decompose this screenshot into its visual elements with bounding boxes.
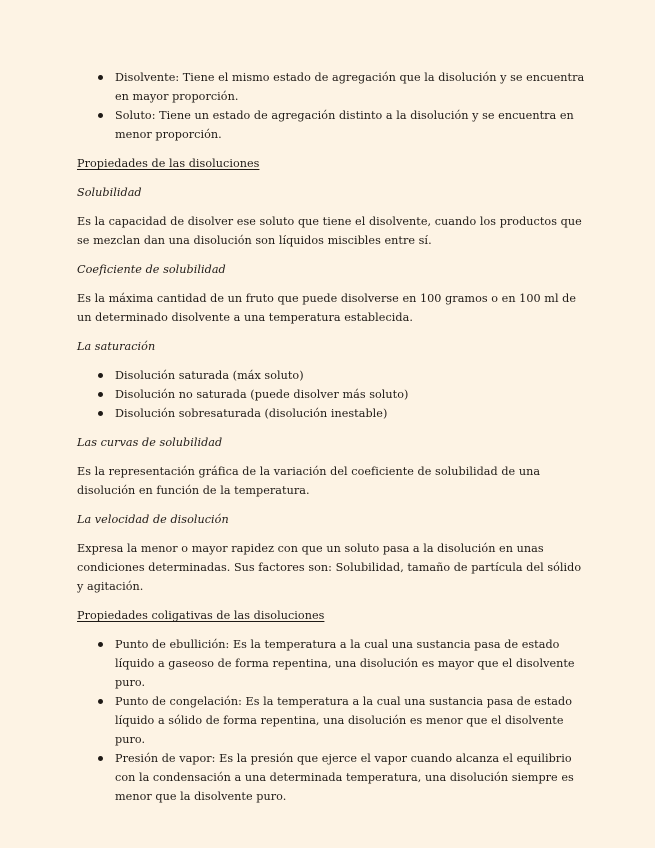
heading-solubilidad: Solubilidad bbox=[77, 186, 142, 199]
bullet-icon bbox=[98, 392, 103, 397]
list-item bbox=[77, 385, 585, 404]
bullet-icon bbox=[98, 373, 103, 378]
bullet-icon bbox=[98, 699, 103, 704]
list-item bbox=[77, 692, 585, 749]
saturacion-list bbox=[77, 366, 585, 423]
bullet-icon bbox=[98, 75, 103, 80]
bullet-icon bbox=[98, 411, 103, 416]
paragraph-velocidad: Expresa la menor o mayor rapidez con que un soluto pasa a la disolución en unas condiciones determinadas. Sus factores son: Solubilidad, tamaño de partícula del sólido y agitación. bbox=[77, 542, 582, 593]
paragraph-solubilidad: Es la capacidad de disolver ese soluto que tiene el disolvente, cuando los productos que se mezclan dan una disolución son líquidos miscibles entre sí. bbox=[77, 215, 582, 247]
list-item bbox=[77, 749, 585, 806]
list-item-text: Soluto: Tiene un estado de agregación distinto a la disolución y se encuentra en menor proporción. bbox=[115, 109, 574, 141]
list-item bbox=[77, 635, 585, 692]
list-item-text: Disolución no saturada (puede disolver más soluto) bbox=[115, 388, 409, 401]
section-title-coligativas: Propiedades coligativas de las disoluciones bbox=[77, 609, 325, 622]
list-item-text: Punto de ebullición: Es la temperatura a la cual una sustancia pasa de estado líquido a gaseoso de forma repentina, una disolución es mayor que el disolvente puro. bbox=[115, 638, 575, 689]
list-item-text: Punto de congelación: Es la temperatura a la cual una sustancia pasa de estado líquido a sólido de forma repentina, una disolución es menor que el disolvente puro. bbox=[115, 695, 573, 746]
list-item-text: Disolución sobresaturada (disolución inestable) bbox=[115, 407, 388, 420]
list-item bbox=[77, 404, 585, 423]
bullet-icon bbox=[98, 756, 103, 761]
bullet-icon bbox=[98, 642, 103, 647]
heading-curvas: Las curvas de solubilidad bbox=[77, 436, 223, 449]
paragraph-coeficiente: Es la máxima cantidad de un fruto que puede disolverse en 100 gramos o en 100 ml de un determinado disolvente a una temperatura establecida. bbox=[77, 292, 577, 324]
heading-coeficiente: Coeficiente de solubilidad bbox=[77, 263, 226, 276]
bullet-icon bbox=[98, 113, 103, 118]
list-item bbox=[77, 106, 585, 144]
heading-velocidad: La velocidad de disolución bbox=[77, 513, 229, 526]
components-list bbox=[77, 68, 585, 144]
paragraph-curvas: Es la representación gráfica de la variación del coeficiente de solubilidad de una disolución en función de la temperatura. bbox=[77, 465, 541, 497]
list-item-text: Presión de vapor: Es la presión que ejerce el vapor cuando alcanza el equilibrio con la condensación a una determinada temperatura, una disolución siempre es menor que la disolvente puro. bbox=[115, 752, 574, 803]
heading-saturacion: La saturación bbox=[77, 340, 156, 353]
list-item bbox=[77, 366, 585, 385]
list-item-text: Disolvente: Tiene el mismo estado de agregación que la disolución y se encuentra en mayor proporción. bbox=[115, 71, 585, 103]
list-item bbox=[77, 68, 585, 106]
coligativas-list bbox=[77, 635, 585, 806]
section-title-propiedades: Propiedades de las disoluciones bbox=[77, 157, 260, 170]
list-item-text: Disolución saturada (máx soluto) bbox=[115, 369, 304, 382]
